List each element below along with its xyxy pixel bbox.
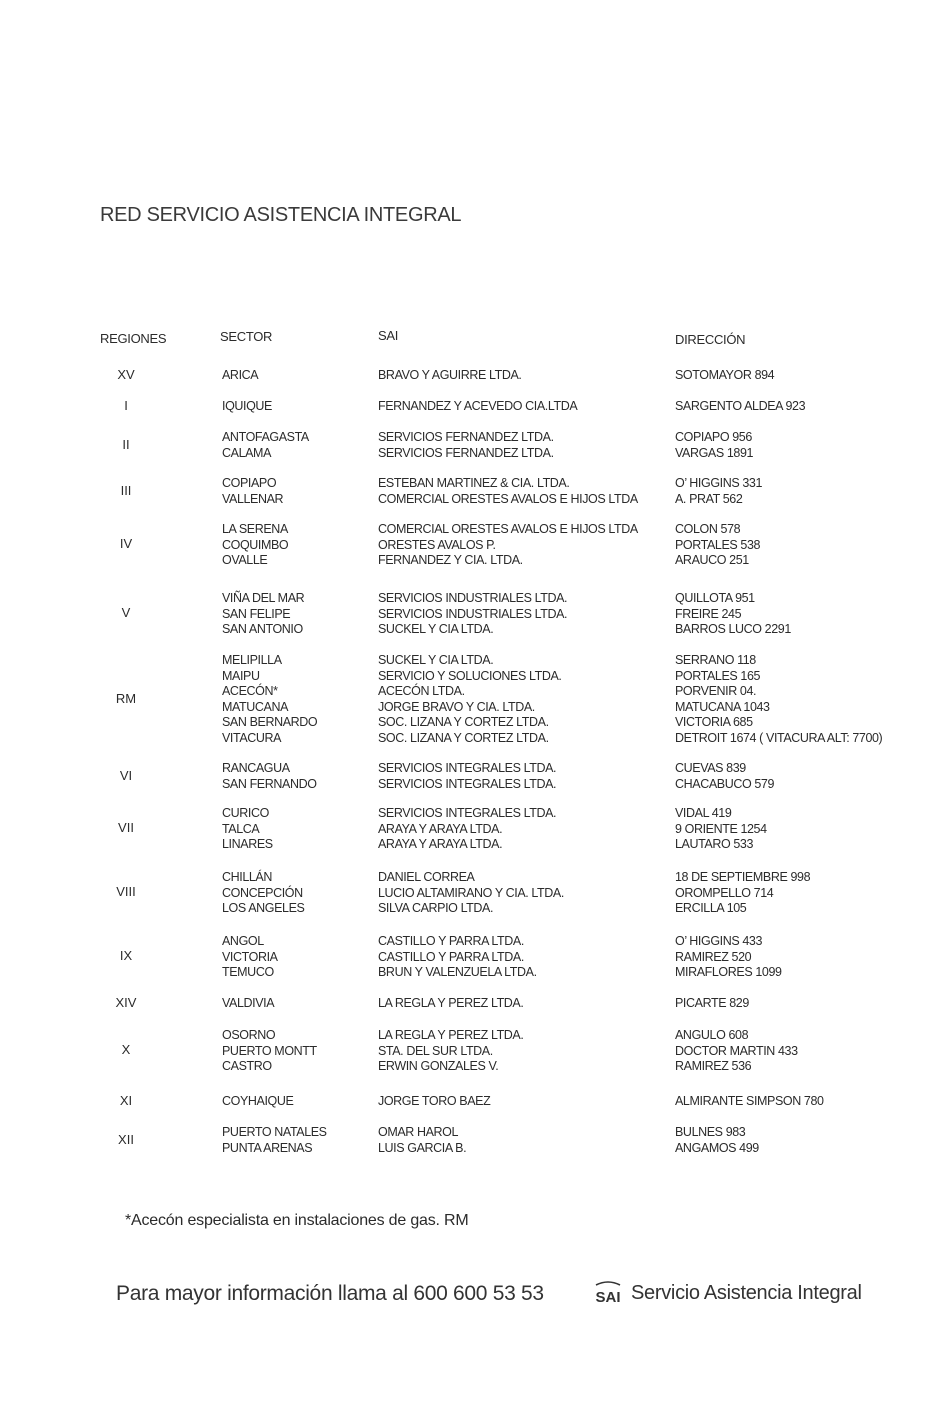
sai-line: FERNANDEZ Y CIA. LTDA. <box>378 553 523 567</box>
dir-line: RAMIREZ 520 <box>675 949 752 964</box>
sai-cell <box>378 761 556 792</box>
dir-line: RAMIREZ 536 <box>675 1059 752 1073</box>
header-regiones: REGIONES <box>100 331 167 346</box>
sector-cell <box>222 430 309 461</box>
footnote: *Acecón especialista en instalaciones de gas. RM <box>125 1212 469 1229</box>
dir-line: CHACABUCO 579 <box>675 776 774 791</box>
region-label: IX <box>119 948 133 964</box>
sector-cell <box>222 761 317 792</box>
sai-line: SERVICIO Y SOLUCIONES LTDA. <box>378 668 562 683</box>
sai-line: COMERCIAL ORESTES AVALOS E HIJOS LTDA <box>378 522 638 536</box>
dir-cell <box>675 806 767 853</box>
sai-line: SUCKEL Y CIA LTDA. <box>378 622 494 636</box>
sector-line: SAN BERNARDO <box>222 715 318 729</box>
sector-line: CONCEPCIÓN <box>222 885 303 900</box>
sector-cell <box>222 1125 327 1156</box>
sai-cell <box>378 806 556 853</box>
sai-line: SERVICIOS FERNANDEZ LTDA. <box>378 430 554 444</box>
region-label: V <box>121 605 131 621</box>
sector-line: CASTRO <box>222 1059 272 1073</box>
sai-line: CASTILLO Y PARRA LTDA. <box>378 949 524 964</box>
sector-line: SAN FERNANDO <box>222 776 317 791</box>
sai-line: ERWIN GONZALES V. <box>378 1059 499 1073</box>
dir-line: COLON 578 <box>675 522 741 536</box>
dir-line: QUILLOTA 951 <box>675 591 755 605</box>
region-label: II <box>122 436 130 452</box>
dir-line: OROMPELLO 714 <box>675 885 774 900</box>
sai-line: SERVICIOS INTEGRALES LTDA. <box>378 761 557 775</box>
sai-cell <box>378 522 638 569</box>
dir-line: VICTORIA 685 <box>675 715 753 729</box>
sector-line: PUNTA ARENAS <box>222 1140 313 1155</box>
sai-line: ACECÓN LTDA. <box>378 684 465 698</box>
sector-line: CALAMA <box>222 445 272 460</box>
dir-cell <box>675 870 810 917</box>
region-label: XIV <box>115 994 137 1010</box>
svg-text:SAI: SAI <box>595 1289 621 1306</box>
sai-line: ESTEBAN MARTINEZ & CIA. LTDA. <box>378 476 570 490</box>
sai-cell <box>378 934 537 981</box>
dir-line: ARAUCO 251 <box>675 553 749 567</box>
sector-line: TEMUCO <box>222 965 274 979</box>
dir-cell <box>675 1094 824 1110</box>
sai-line: SOC. LIZANA Y CORTEZ LTDA. <box>378 715 549 729</box>
sai-line: JORGE TORO BAEZ <box>378 1094 491 1108</box>
region-label: XI <box>119 1092 133 1108</box>
sai-line: BRUN Y VALENZUELA LTDA. <box>378 965 537 979</box>
sai-cell <box>378 430 554 461</box>
sector-cell <box>222 653 317 746</box>
sector-line: PUERTO NATALES <box>222 1125 327 1139</box>
dir-line: SOTOMAYOR 894 <box>675 368 775 382</box>
sector-line: COPIAPO <box>222 476 277 490</box>
sai-line: LUIS GARCIA B. <box>378 1140 467 1155</box>
sector-cell <box>222 1028 317 1075</box>
sector-cell <box>222 806 273 853</box>
sector-line: LOS ANGELES <box>222 901 305 915</box>
sai-line: COMERCIAL ORESTES AVALOS E HIJOS LTDA <box>378 491 638 506</box>
sai-line: SUCKEL Y CIA LTDA. <box>378 653 494 667</box>
sai-cell <box>378 870 564 917</box>
sector-cell <box>222 368 258 384</box>
dir-line: DETROIT 1674 ( VITACURA ALT: 7700) <box>675 730 883 745</box>
dir-line: SERRANO 118 <box>675 653 756 667</box>
sai-line: SERVICIOS INTEGRALES LTDA. <box>378 806 557 820</box>
sector-line: ACECÓN* <box>222 684 278 698</box>
dir-line: MATUCANA 1043 <box>675 699 770 714</box>
dir-line: ALMIRANTE SIMPSON 780 <box>675 1094 824 1108</box>
region-label: RM <box>115 690 137 706</box>
header-direccion: DIRECCIÓN <box>675 332 746 347</box>
dir-line: 18 DE SEPTIEMBRE 998 <box>675 870 811 884</box>
dir-line: COPIAPO 956 <box>675 430 752 444</box>
region-label: IV <box>119 536 133 552</box>
sector-line: VITACURA <box>222 730 282 745</box>
dir-line: ANGAMOS 499 <box>675 1140 759 1155</box>
sector-line: OSORNO <box>222 1028 276 1042</box>
dir-line: LAUTARO 533 <box>675 837 754 851</box>
sai-line: DANIEL CORREA <box>378 870 475 884</box>
sai-line: SERVICIOS INTEGRALES LTDA. <box>378 776 557 791</box>
sai-line: SOC. LIZANA Y CORTEZ LTDA. <box>378 730 549 745</box>
sai-line: JORGE BRAVO Y CIA. LTDA. <box>378 699 535 714</box>
page-title: RED SERVICIO ASISTENCIA INTEGRAL <box>100 204 462 226</box>
sector-line: VIÑA DEL MAR <box>222 591 305 605</box>
sai-line: ARAYA Y ARAYA LTDA. <box>378 837 503 851</box>
dir-line: PORTALES 538 <box>675 537 761 552</box>
sai-line: SERVICIOS INDUSTRIALES LTDA. <box>378 591 568 605</box>
dir-line: BULNES 983 <box>675 1125 746 1139</box>
dir-line: DOCTOR MARTIN 433 <box>675 1043 798 1058</box>
info-phone: Para mayor información llama al 600 600 53 53 <box>116 1282 544 1305</box>
dir-line: CUEVAS 839 <box>675 761 746 775</box>
dir-line: ANGULO 608 <box>675 1028 749 1042</box>
dir-cell <box>675 761 774 792</box>
sector-line: MELIPILLA <box>222 653 282 667</box>
sector-line: SAN FELIPE <box>222 606 291 621</box>
dir-cell <box>675 1028 798 1075</box>
sector-line: MATUCANA <box>222 699 289 714</box>
sector-cell <box>222 591 304 638</box>
sector-cell <box>222 476 283 507</box>
sai-line: STA. DEL SUR LTDA. <box>378 1043 493 1058</box>
sector-line: CHILLÁN <box>222 870 272 884</box>
sai-cell <box>378 476 638 507</box>
dir-cell <box>675 368 774 384</box>
region-label: VIII <box>116 884 136 900</box>
sector-line: ARICA <box>222 368 259 382</box>
sai-cell <box>378 1094 490 1110</box>
dir-line: MIRAFLORES 1099 <box>675 965 782 979</box>
sector-cell <box>222 934 278 981</box>
sector-line: IQUIQUE <box>222 399 272 413</box>
dir-line: VARGAS 1891 <box>675 445 754 460</box>
region-label: VII <box>118 820 134 836</box>
sai-cell <box>378 368 522 384</box>
sector-line: VALDIVIA <box>222 996 275 1010</box>
sector-line: LINARES <box>222 837 273 851</box>
header-sai: SAI <box>378 328 399 343</box>
dir-line: 9 ORIENTE 1254 <box>675 821 767 836</box>
dir-cell <box>675 934 782 981</box>
sector-cell <box>222 996 274 1012</box>
sai-line: LA REGLA Y PEREZ LTDA. <box>378 1028 524 1042</box>
sai-cell <box>378 1028 523 1075</box>
sai-line: FERNANDEZ Y ACEVEDO CIA.LTDA <box>378 399 578 413</box>
region-label: XII <box>118 1131 134 1147</box>
sai-line: LA REGLA Y PEREZ LTDA. <box>378 996 524 1010</box>
sector-cell <box>222 522 288 569</box>
sector-line: VALLENAR <box>222 491 284 506</box>
dir-line: FREIRE 245 <box>675 606 742 621</box>
sector-line: ANGOL <box>222 934 264 948</box>
sector-line: COYHAIQUE <box>222 1094 294 1108</box>
dir-line: SARGENTO ALDEA 923 <box>675 399 806 413</box>
dir-line: BARROS LUCO 2291 <box>675 622 791 636</box>
dir-cell <box>675 1125 759 1156</box>
sai-line: SILVA CARPIO LTDA. <box>378 901 494 915</box>
sai-cell <box>378 1125 466 1156</box>
sai-cell <box>378 399 577 415</box>
sector-line: CURICO <box>222 806 269 820</box>
dir-line: VIDAL 419 <box>675 806 732 820</box>
sai-cell <box>378 653 561 746</box>
sai-line: SERVICIOS FERNANDEZ LTDA. <box>378 445 554 460</box>
dir-cell <box>675 476 762 507</box>
region-label: I <box>124 397 128 413</box>
header-sector: SECTOR <box>220 329 273 344</box>
dir-line: PORVENIR 04. <box>675 684 757 698</box>
sai-cell <box>378 591 567 638</box>
sai-line: SERVICIOS INDUSTRIALES LTDA. <box>378 606 568 621</box>
region-label: VI <box>119 767 133 783</box>
sai-logo-text: Servicio Asistencia Integral <box>631 1281 862 1304</box>
sai-line: ARAYA Y ARAYA LTDA. <box>378 821 503 836</box>
sai-line: ORESTES AVALOS P. <box>378 537 496 552</box>
sector-line: SAN ANTONIO <box>222 622 303 636</box>
region-label: X <box>121 1042 131 1058</box>
dir-line: O’ HIGGINS 433 <box>675 934 763 948</box>
sai-line: OMAR HAROL <box>378 1125 459 1139</box>
dir-line: PORTALES 165 <box>675 668 761 683</box>
sector-line: OVALLE <box>222 553 268 567</box>
region-label: III <box>120 482 132 498</box>
sector-cell <box>222 1094 293 1110</box>
dir-line: ERCILLA 105 <box>675 901 747 915</box>
sector-line: MAIPU <box>222 668 260 683</box>
sector-line: COQUIMBO <box>222 537 289 552</box>
dir-line: O’ HIGGINS 331 <box>675 476 763 490</box>
dir-cell <box>675 653 882 746</box>
sector-line: RANCAGUA <box>222 761 290 775</box>
sai-line: BRAVO Y AGUIRRE LTDA. <box>378 368 522 382</box>
sector-line: ANTOFAGASTA <box>222 430 309 444</box>
region-label: XV <box>117 366 135 382</box>
dir-cell <box>675 522 760 569</box>
sector-cell <box>222 399 272 415</box>
sai-cell <box>378 996 523 1012</box>
dir-line: PICARTE 829 <box>675 996 749 1010</box>
dir-cell <box>675 996 749 1012</box>
sai-line: LUCIO ALTAMIRANO Y CIA. LTDA. <box>378 885 564 900</box>
dir-cell <box>675 430 753 461</box>
dir-cell <box>675 399 805 415</box>
sai-line: CASTILLO Y PARRA LTDA. <box>378 934 524 948</box>
sector-cell <box>222 870 304 917</box>
sector-line: PUERTO MONTT <box>222 1043 317 1058</box>
sai-logo-icon <box>593 1280 623 1306</box>
sector-line: VICTORIA <box>222 949 278 964</box>
sector-line: TALCA <box>222 821 260 836</box>
dir-line: A. PRAT 562 <box>675 491 743 506</box>
sector-line: LA SERENA <box>222 522 288 536</box>
sai-logo <box>593 1280 862 1306</box>
dir-cell <box>675 591 791 638</box>
